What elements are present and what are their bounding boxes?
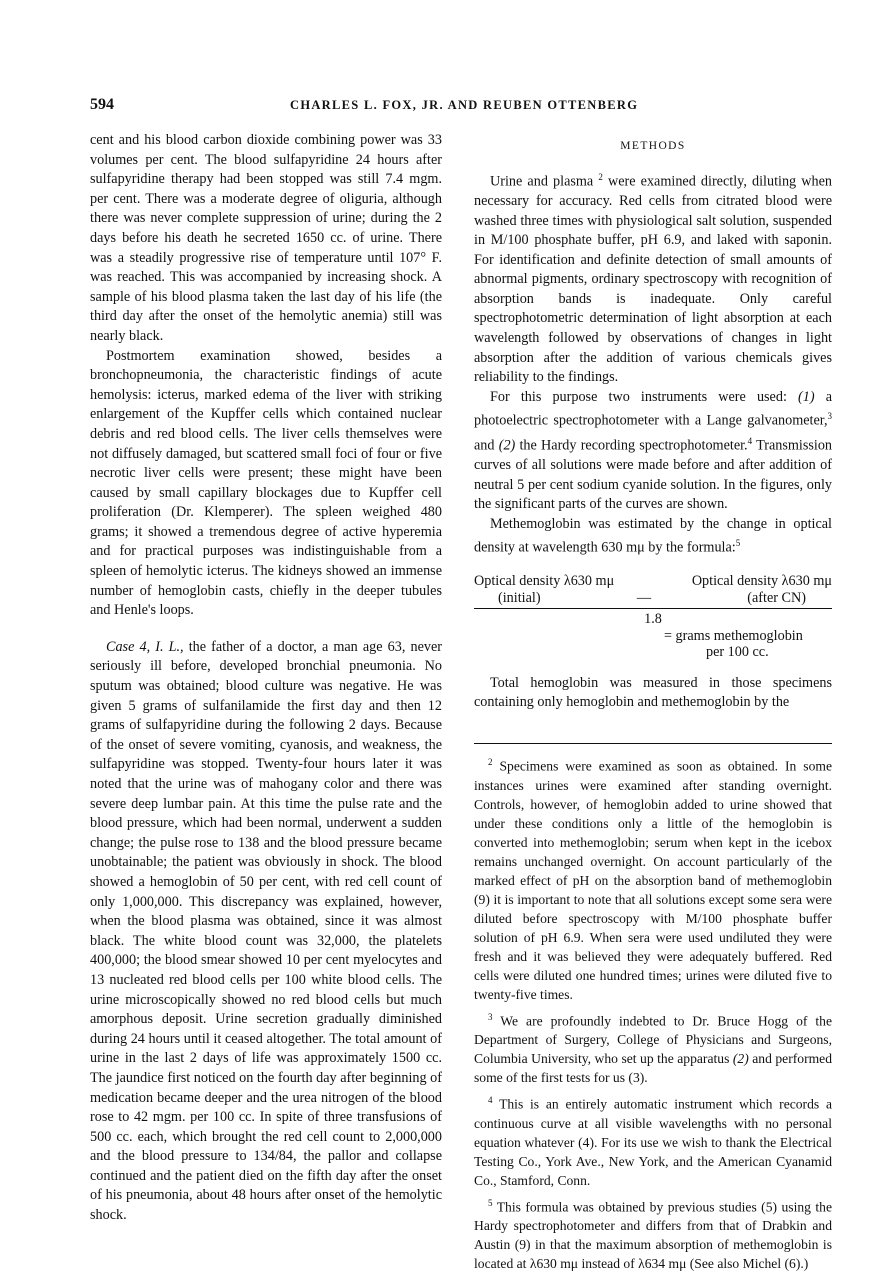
formula-result: = grams methemoglobin per 100 cc. bbox=[664, 627, 803, 660]
footnote-ref-4: 4 bbox=[747, 435, 753, 446]
case3-continuation-paragraph: cent and his blood carbon dioxide combining power was 33 volumes per cent. The blood sulfapyridine 24 hours after sulfapyridine therapy had been stopped was still 7.4 mgm. per cent. There was a moderate degree of oliguria, although there was never complete suppression of urine; during the 2 days before his death he secreted 1650 cc. of urine. There was a steadily progressive rise of temperature until 107° F. was reached. This was accompanied by increasing shock. A sample of his blood plasma taken the last day of his life (the third day after the onset of the hemolytic anemia) still was nearly black. bbox=[90, 132, 442, 344]
page-number: 594 bbox=[90, 96, 114, 113]
case4-text: the father of a doctor, a man age 63, never seriously ill before, developed bronchial pneumonia. No sputum was obtained; blood culture was negative. He was given 5 grams of sulfanilamide the first day and then 12 grams of sulfapyridine during the following 2 days. Because of the onset of severe vomiting, cyanosis, and weakness, the sulfapyridine was stopped. Twenty-four hours later it was noted that the urine was of mahogany color and there was severe deep lumbar pain. At this time the pulse rate and the blood pressure, which had been normal, underwent a sudden change; the pulse rose to 138 and the blood pressure became unobtainable; the patient was obviously in shock. The blood showed a hemoglobin of 50 per cent, with red cell count of only 1,000,000. This discrepancy was explained, however, when the blood plasma was obtained, since it was almost black. The white blood count was 32,000, the platelets 400,000; the blood smear showed 10 per cent myelocytes and 13 nucleated red blood cells per 100 white blood cells. The urine microscopically showed no red blood cells but much amorphous deposit. Urine secretion gradually diminished during 24 hours until it ceased altogether. The total amount of urine in the last 2 days of life was approximately 1500 cc. The jaundice first noticed on the fourth day after beginning of medication became deeper and the urea nitrogen of the blood rose to 42 mgm. per 100 cc. In spite of three transfusions of 500 cc. each, which brought the red cell count to 2,000,000 and the blood pressure to 134/84, the pallor and collapse continued and the patient died on the fifth day after the onset of his pneumonia, about 48 hours after onset of the hemolytic shock. bbox=[90, 638, 442, 1224]
formula-fraction-bar bbox=[474, 608, 832, 609]
postmortem-paragraph: Postmortem examination showed, besides a bronchopneumonia, the characteristic findings of acute hemolysis: icterus, marked edema of the liver with striking enlargement of the Kupffer cells which contained nuclear debris and red blood cells. The liver cells themselves were not diffusely damaged, but scattered small foci of four or five necrotic liver cells were present; these might have been caused by small capillary blockages due to Kupffer cell proliferation (Dr. Klemperer). The spleen weighed 480 grams; it showed a tremendous degree of active hyperemia and for practical purposes was indistinguishable from a spleen of hemolytic icterus. The kidneys showed an immense number of hemoglobin casts, chiefly in the deeper tubules and Henle's loops. bbox=[90, 347, 442, 619]
footnote-4: $^4$ This is an entirely automatic instrument which records a continuous curve at all visible wavelengths with no personal equation whatever (4). For its use we wish to thank the Electrical Testing Co., York Ave., New York, and the American Cyanamid Co., Stamford, Conn. bbox=[474, 1095, 833, 1188]
case4-label: Case 4, I. L., bbox=[106, 638, 184, 655]
footnotes bbox=[474, 743, 832, 1273]
case4-paragraph bbox=[90, 638, 442, 1226]
footnote-5: $^5$ This formula was obtained by previous studies (5) using the Hardy spectrophotometer and differs from that of Drabkin and Austin (9) in that the maximum absorption of methemoglobin is located at λ630 mμ instead of λ634 mμ (See also Michel (6).) bbox=[474, 1197, 833, 1272]
methemoglobin-formula bbox=[474, 573, 832, 660]
formula-numerator-bottom: (initial) — (after CN) bbox=[498, 589, 806, 606]
footnote-2: $^2$ Specimens were examined as soon as obtained. In some instances urines were examined after standing overnight. Controls, however, of hemoglobin added to urine showed that under these conditions only a little of the hemoglobin is converted into methemoglobin; serum when kept in the icebox remains unchanged overnight. On account particularly of the marked effect of pH on the absorption band of methemoglobin (9) it is important to note that all solutions except some sera were diluted before spectroscopy with M/100 phosphate buffer solution of pH 6.9. When sera were used undiluted they were fresh and it was believed they were adequately buffered. Red cells were diluted one hundred times; urines were diluted five to twenty-five times. bbox=[474, 757, 832, 1002]
page-header bbox=[90, 96, 830, 116]
formula-denominator: 1.8 bbox=[644, 610, 662, 627]
methods-heading: METHODS bbox=[620, 140, 686, 152]
footnote-3: $^3$ We are profoundly indebted to Dr. Bruce Hogg of the Department of Surgery, College of Physicians and Surgeons, Columbia University, who set up the apparatus (2) and performed some of the first tests for us (3). bbox=[474, 1011, 832, 1086]
methods-paragraph-2: For this purpose two instruments were used: (1) a photoelectric spectrophotometer with a Lange galvanometer,$^3$ and (2) the Hardy recording spectrophotometer.$^4$ Transmission curves of all solutions were made before and after addition of neutral 5 per cent sodium cyanide solution. In the figures, only the significant parts of the curves are shown. bbox=[474, 388, 833, 513]
left-column bbox=[90, 131, 442, 1226]
footnote-ref-5: 5 bbox=[735, 538, 741, 549]
footnote-ref-3: 3 bbox=[827, 411, 832, 422]
methods-paragraph-4: Total hemoglobin was measured in those specimens containing only hemoglobin and methemoglobin by the bbox=[474, 674, 832, 711]
formula-numerator-top: Optical density λ630 mμ Optical density λ630 mμ bbox=[474, 572, 832, 589]
right-column bbox=[474, 131, 832, 1277]
methods-paragraph-1: Urine and plasma $^2$ were examined directly, diluting when necessary for accuracy. Red cells from citrated blood were washed three times with physiological salt solution, suspended in M/100 phosphate buffer, pH 6.9, and laked with saponin. For identification and definite detection of small amounts of abnormal pigments, ordinary spectroscopy with recognition of absorption bands is inadequate. Only careful spectrophotometric determination of light absorption at each wavelength followed by observations of changes in light absorption after the addition of various chemicals gives reliability to the findings. bbox=[474, 171, 832, 386]
methods-paragraph-3: Methemoglobin was estimated by the change in optical density at wavelength 630 mμ by the formula:$^5$ bbox=[474, 515, 832, 557]
footnote-ref-2: 2 bbox=[598, 171, 603, 182]
running-head: CHARLES L. FOX, JR. AND REUBEN OTTENBERG bbox=[290, 98, 639, 112]
